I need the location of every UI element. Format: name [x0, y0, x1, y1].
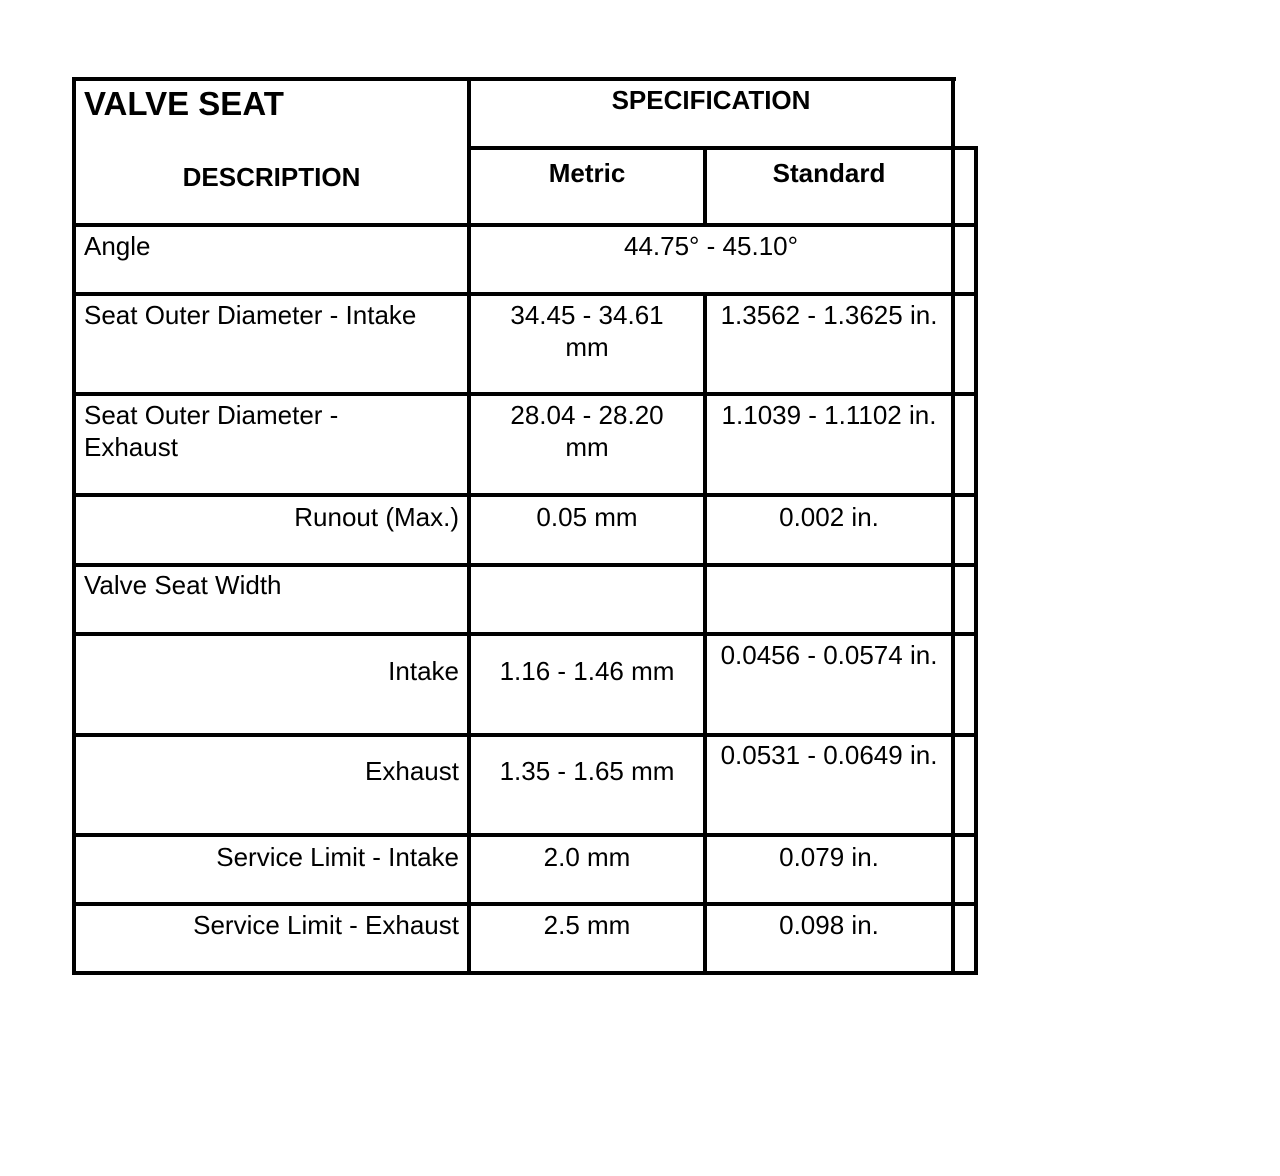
row-description: Valve Seat Width	[84, 570, 282, 600]
row-standard: 0.0531 - 0.0649 in.	[720, 740, 938, 770]
row-standard: 0.079 in.	[779, 842, 879, 872]
row-description: Service Limit - Intake	[216, 842, 459, 872]
row-standard: 0.0456 - 0.0574 in.	[720, 640, 938, 670]
row-description: Service Limit - Exhaust	[193, 910, 459, 940]
row-metric: 2.0 mm	[543, 842, 631, 872]
table-border	[951, 77, 955, 975]
row-metric: 1.16 - 1.46 mm	[499, 656, 675, 686]
metric-header: Metric	[548, 158, 626, 188]
row-description: Runout (Max.)	[294, 502, 459, 532]
table-border	[72, 292, 978, 296]
row-metric: 34.45 - 34.61 mm	[510, 300, 664, 362]
standard-header: Standard	[772, 158, 886, 188]
row-standard: 1.3562 - 1.3625 in.	[720, 300, 938, 330]
row-description: Intake	[388, 656, 459, 686]
row-standard: 1.1039 - 1.1102 in.	[721, 400, 937, 430]
row-metric: 1.35 - 1.65 mm	[499, 756, 675, 786]
table-border	[72, 563, 978, 567]
table-border	[974, 146, 978, 975]
row-metric: 28.04 - 28.20 mm	[510, 400, 664, 462]
table-border	[72, 632, 978, 636]
table-border	[72, 493, 978, 497]
table-border	[72, 77, 956, 81]
row-standard: 0.098 in.	[779, 910, 879, 940]
table-border	[72, 833, 978, 837]
table-border	[72, 733, 978, 737]
table-title: VALVE SEAT	[84, 85, 284, 122]
row-description: Exhaust	[365, 756, 459, 786]
table-border	[72, 902, 978, 906]
row-metric: 44.75° - 45.10°	[623, 231, 799, 261]
row-description: Seat Outer Diameter - Intake	[84, 300, 417, 330]
row-metric: 0.05 mm	[536, 502, 638, 532]
table-border	[468, 146, 978, 150]
row-description: Seat Outer Diameter - Exhaust	[84, 400, 339, 462]
row-description: Angle	[84, 231, 151, 261]
specification-header: SPECIFICATION	[611, 85, 811, 115]
table-border	[72, 392, 978, 396]
description-header: DESCRIPTION	[182, 162, 361, 192]
table-border	[72, 223, 978, 227]
row-standard: 0.002 in.	[779, 502, 879, 532]
table-border	[72, 971, 978, 975]
row-metric: 2.5 mm	[543, 910, 631, 940]
